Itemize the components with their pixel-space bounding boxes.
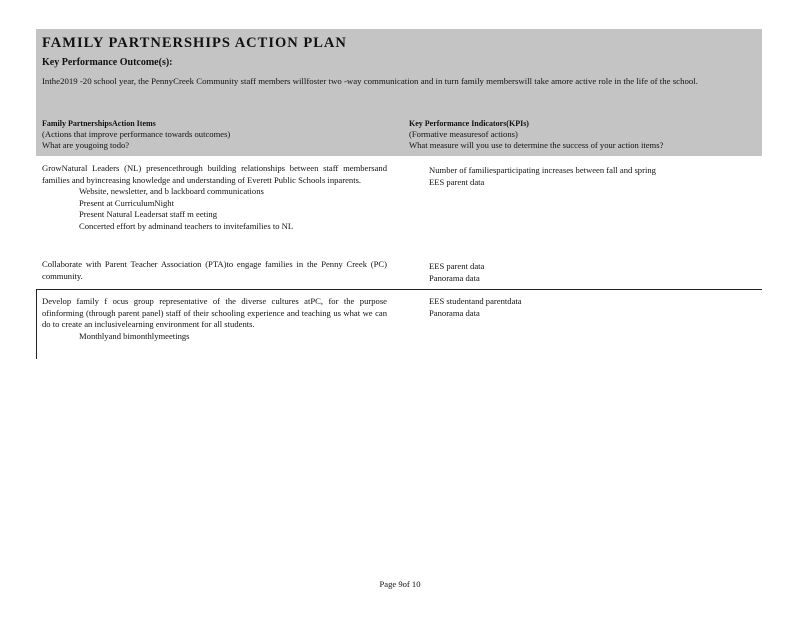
list-item: Present Natural Leadersat staff m eeting [79, 209, 218, 219]
left-border [36, 289, 37, 359]
list-item: EES parent data [429, 176, 485, 187]
kpo-label: Key Performance Outcome(s): [42, 57, 173, 68]
page-number: Page 9of 10 [379, 579, 421, 589]
right-column-sub2: What measure will you use to determine the success of your action items? [409, 140, 664, 150]
list-item: Concerted effort by adminand teachers to invitefamilies to NL [79, 220, 294, 231]
row1-kpis [409, 165, 749, 188]
list-item: EES studentand parentdata [429, 296, 522, 306]
left-column-heading: Family PartnershipsAction Items [42, 119, 156, 128]
row2-kpis [409, 261, 749, 284]
list-item: Panorama data [429, 272, 480, 283]
list-item: Website, newsletter, and b lackboard communications [79, 186, 264, 196]
left-column-header [42, 118, 230, 151]
row2-action-text: Collaborate with Parent Teacher Association (PTA)to engage families in the Penny Creek (PC) community. [42, 259, 387, 281]
right-column-header [409, 118, 663, 151]
row3-kpis [409, 296, 749, 319]
list-item: Number of familiesparticipating increases between fall and spring [429, 165, 656, 175]
row-divider [36, 289, 762, 290]
row2-action [42, 259, 387, 282]
list-item: Present at CurriculumNight [79, 197, 174, 208]
row3-action [42, 296, 387, 342]
left-column-sub1: (Actions that improve performance towards outcomes) [42, 129, 231, 139]
list-item: Panorama data [429, 307, 480, 318]
row1-action-text: GrowNatural Leaders (NL) presencethrough building relationships between staff membersand families and byincreasing knowledge and understanding of Everett Public Schools inparents. [42, 163, 387, 185]
right-column-sub1: (Formative measuresof actions) [409, 129, 518, 139]
right-column-heading: Key Performance Indicators(KPIs) [409, 119, 529, 128]
list-item: EES parent data [429, 261, 485, 271]
list-item: Monthlyand bimonthlymeetings [79, 330, 190, 341]
page-title: FAMILY PARTNERSHIPS ACTION PLAN [42, 35, 347, 51]
row3-action-text: Develop family f ocus group representative of the diverse cultures atPC, for the purpose ofinforming (through parent panel) staff of their schooling experience and teaching us what we can do to create an inclusivelearning environment for all students. [42, 296, 387, 329]
left-column-sub2: What are yougoing todo? [42, 140, 130, 150]
intro-paragraph: Inthe2019 -20 school year, the PennyCreek Community staff members willfoster two -way communication and in turn family memberswill take amore active role in the life of the school. [42, 76, 698, 86]
row1-action [42, 163, 387, 232]
